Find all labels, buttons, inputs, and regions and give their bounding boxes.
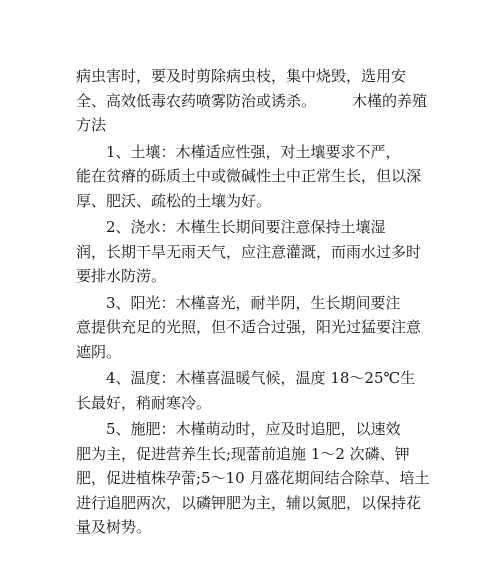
item-line: 4、温度：木槿喜温暖气候，温度 18～25℃生 — [106, 369, 416, 387]
item-watering — [76, 215, 436, 289]
item-line: 5、施肥：木槿萌动时，应及时追肥，以速效 — [106, 420, 401, 438]
item-line: 厚、肥沃、疏松的土壤为好。 — [76, 191, 272, 210]
item-line: 要排水防涝。 — [76, 267, 167, 285]
item-line: 进行追肥两次，以磷钾肥为主，辅以氮肥，以保持花 — [76, 493, 422, 512]
intro-paragraph — [76, 64, 436, 138]
item-line: 肥，促进植株孕蕾;5～10 月盛花期间结合除草、培土 — [76, 469, 430, 487]
item-line: 2、浇水：木槿生长期间要注意保持土壤湿 — [106, 218, 386, 236]
item-line: 长最好，稍耐寒冷。 — [76, 393, 212, 412]
item-soil — [76, 140, 436, 214]
intro-line-1: 病虫害时，要及时剪除病虫枝，集中烧毁，选用安 — [76, 67, 407, 85]
item-line: 能在贫瘠的砾质土中或微碱性土中正常生长，但以深 — [76, 167, 422, 185]
item-sunlight — [76, 291, 436, 365]
item-line: 1、土壤：木槿适应性强，对土壤要求不严， — [106, 142, 401, 161]
item-line: 3、阳光：木槿喜光，耐半阴，生长期间要注 — [106, 293, 401, 312]
item-line: 肥为主，促进营养生长;现蕾前追施 1～2 次磷、钾 — [76, 444, 410, 463]
intro-line-3: 方法 — [76, 116, 107, 134]
item-fertilizing — [76, 417, 436, 540]
item-temperature — [76, 366, 436, 415]
item-line: 量及树势。 — [76, 518, 152, 536]
item-line: 润，长期干旱无雨天气，应注意灌溉，而雨水过多时 — [76, 242, 422, 261]
item-line: 遮阴。 — [76, 342, 122, 361]
intro-line-2a: 全、高效低毒农药喷雾防治或诱杀。 — [76, 91, 317, 110]
section-heading: 木槿的养殖 — [352, 91, 428, 110]
item-line: 意提供充足的光照，但不适合过强，阳光过猛要注意 — [76, 318, 422, 336]
intro-line-2 — [76, 89, 436, 114]
document-body — [76, 64, 436, 540]
